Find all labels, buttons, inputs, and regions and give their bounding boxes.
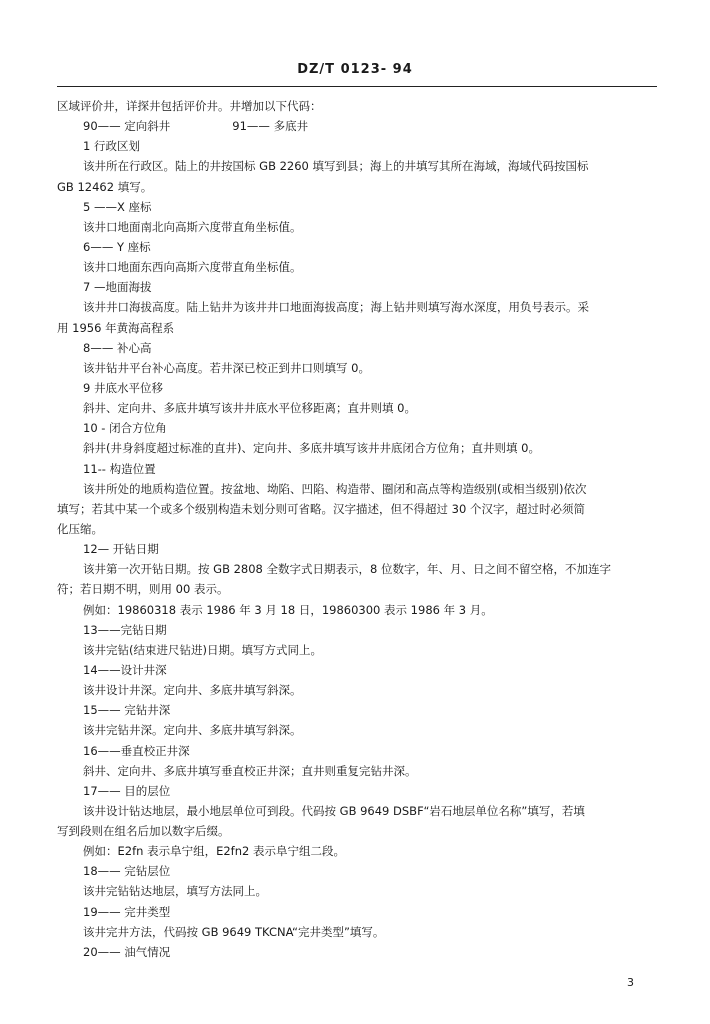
paragraph-line: 该井完钻(结束进尺钻进)日期。填写方式同上。 (83, 642, 322, 657)
field-heading: 9 井底水平位移 (83, 380, 163, 395)
paragraph-line: 化压缩。 (57, 521, 103, 536)
code-90-label: 90—— 定向斜井 (83, 119, 171, 134)
paragraph-line: 该井完井方法，代码按 GB 9649 TKCNA“完井类型”填写。 (83, 924, 385, 939)
paragraph-line: 用 1956 年黄海高程系 (57, 320, 175, 335)
field-heading: 18—— 完钻层位 (83, 864, 171, 879)
field-heading: 8—— 补心高 (83, 340, 152, 355)
paragraph-line: 该井井口海拔高度。陆上钻井为该井井口地面海拔高度；海上钻井则填写海水深度，用负号表示。采 (83, 300, 589, 315)
code-91-label: 91—— 多底井 (232, 119, 309, 134)
field-heading: 11-- 构造位置 (83, 461, 156, 476)
field-heading: 1 行政区划 (83, 139, 140, 154)
example-line: 例如：E2fn 表示阜宁组，E2fn2 表示阜宁组二段。 (83, 844, 345, 859)
paragraph-line: GB 12462 填写。 (57, 179, 153, 194)
paragraph-line: 填写；若其中某一个或多个级别构造未划分则可省略。汉字描述，但不得超过 30 个汉字，超过时必须简 (57, 501, 585, 516)
field-heading: 19—— 完井类型 (83, 904, 171, 919)
document-code-header: DZ/T 0123- 94 (297, 62, 413, 77)
paragraph-line: 写到段则在组名后加以数字后缀。 (57, 824, 230, 839)
document-body (57, 96, 657, 962)
paragraph-line: 该井完钻井深。定向井、多底井填写斜深。 (83, 723, 302, 738)
field-heading: 6—— Y 座标 (83, 239, 151, 254)
paragraph-line: 该井设计井深。定向井、多底井填写斜深。 (83, 683, 302, 698)
paragraph-line: 该井设计钻达地层，最小地层单位可到段。代码按 GB 9649 DSBF“岩石地层单位名称”填写，若填 (83, 803, 585, 818)
page-number: 3 (627, 976, 634, 989)
field-heading: 15—— 完钻井深 (83, 703, 171, 718)
field-heading: 13——完钻日期 (83, 622, 167, 637)
paragraph-line: 该井所处的地质构造位置。按盆地、坳陷、凹陷、构造带、圈闭和高点等构造级别(或相当级别)依次 (83, 481, 587, 496)
field-heading: 16——垂直校正井深 (83, 743, 190, 758)
field-heading: 7 —地面海拔 (83, 280, 152, 295)
well-code-line (57, 116, 657, 136)
paragraph-line: 斜井、定向井、多底井填写垂直校正井深；直井则重复完钻井深。 (83, 763, 417, 778)
example-line: 例如：19860318 表示 1986 年 3 月 18 日，19860300 表示 1986 年 3 月。 (83, 602, 493, 617)
paragraph-line: 该井所在行政区。陆上的井按国标 GB 2260 填写到县；海上的井填写其所在海域，海域代码按国标 (83, 159, 589, 174)
header-divider (57, 86, 657, 87)
paragraph-line: 该井口地面南北向高斯六度带直角坐标值。 (83, 219, 302, 234)
paragraph-line: 斜井、定向井、多底井填写该井井底水平位移距离；直井则填 0。 (83, 401, 416, 416)
field-heading: 5 ——X 座标 (83, 199, 152, 214)
field-heading: 20—— 油气情况 (83, 944, 171, 959)
paragraph-line: 斜井(井身斜度超过标准的直井)、定向井、多底井填写该井井底闭合方位角；直井则填 0。 (83, 441, 540, 456)
paragraph-line: 符；若日期不明，则用 00 表示。 (57, 582, 229, 597)
paragraph-line: 该井完钻钻达地层，填写方法同上。 (83, 884, 267, 899)
paragraph-line: 区域评价井，详探井包括评价井。井增加以下代码： (57, 99, 322, 113)
field-heading: 12— 开钻日期 (83, 542, 159, 557)
paragraph-line: 该井钻井平台补心高度。若井深已校正到井口则填写 0。 (83, 360, 370, 375)
field-heading: 10 - 闭合方位角 (83, 421, 167, 436)
field-heading: 17—— 目的层位 (83, 783, 171, 798)
field-heading: 14——设计井深 (83, 662, 167, 677)
paragraph-line: 该井第一次开钻日期。按 GB 2808 全数字式日期表示，8 位数字，年、月、日之间不留空格，不加连字 (83, 562, 612, 577)
paragraph-line: 该井口地面东西向高斯六度带直角坐标值。 (83, 260, 302, 275)
